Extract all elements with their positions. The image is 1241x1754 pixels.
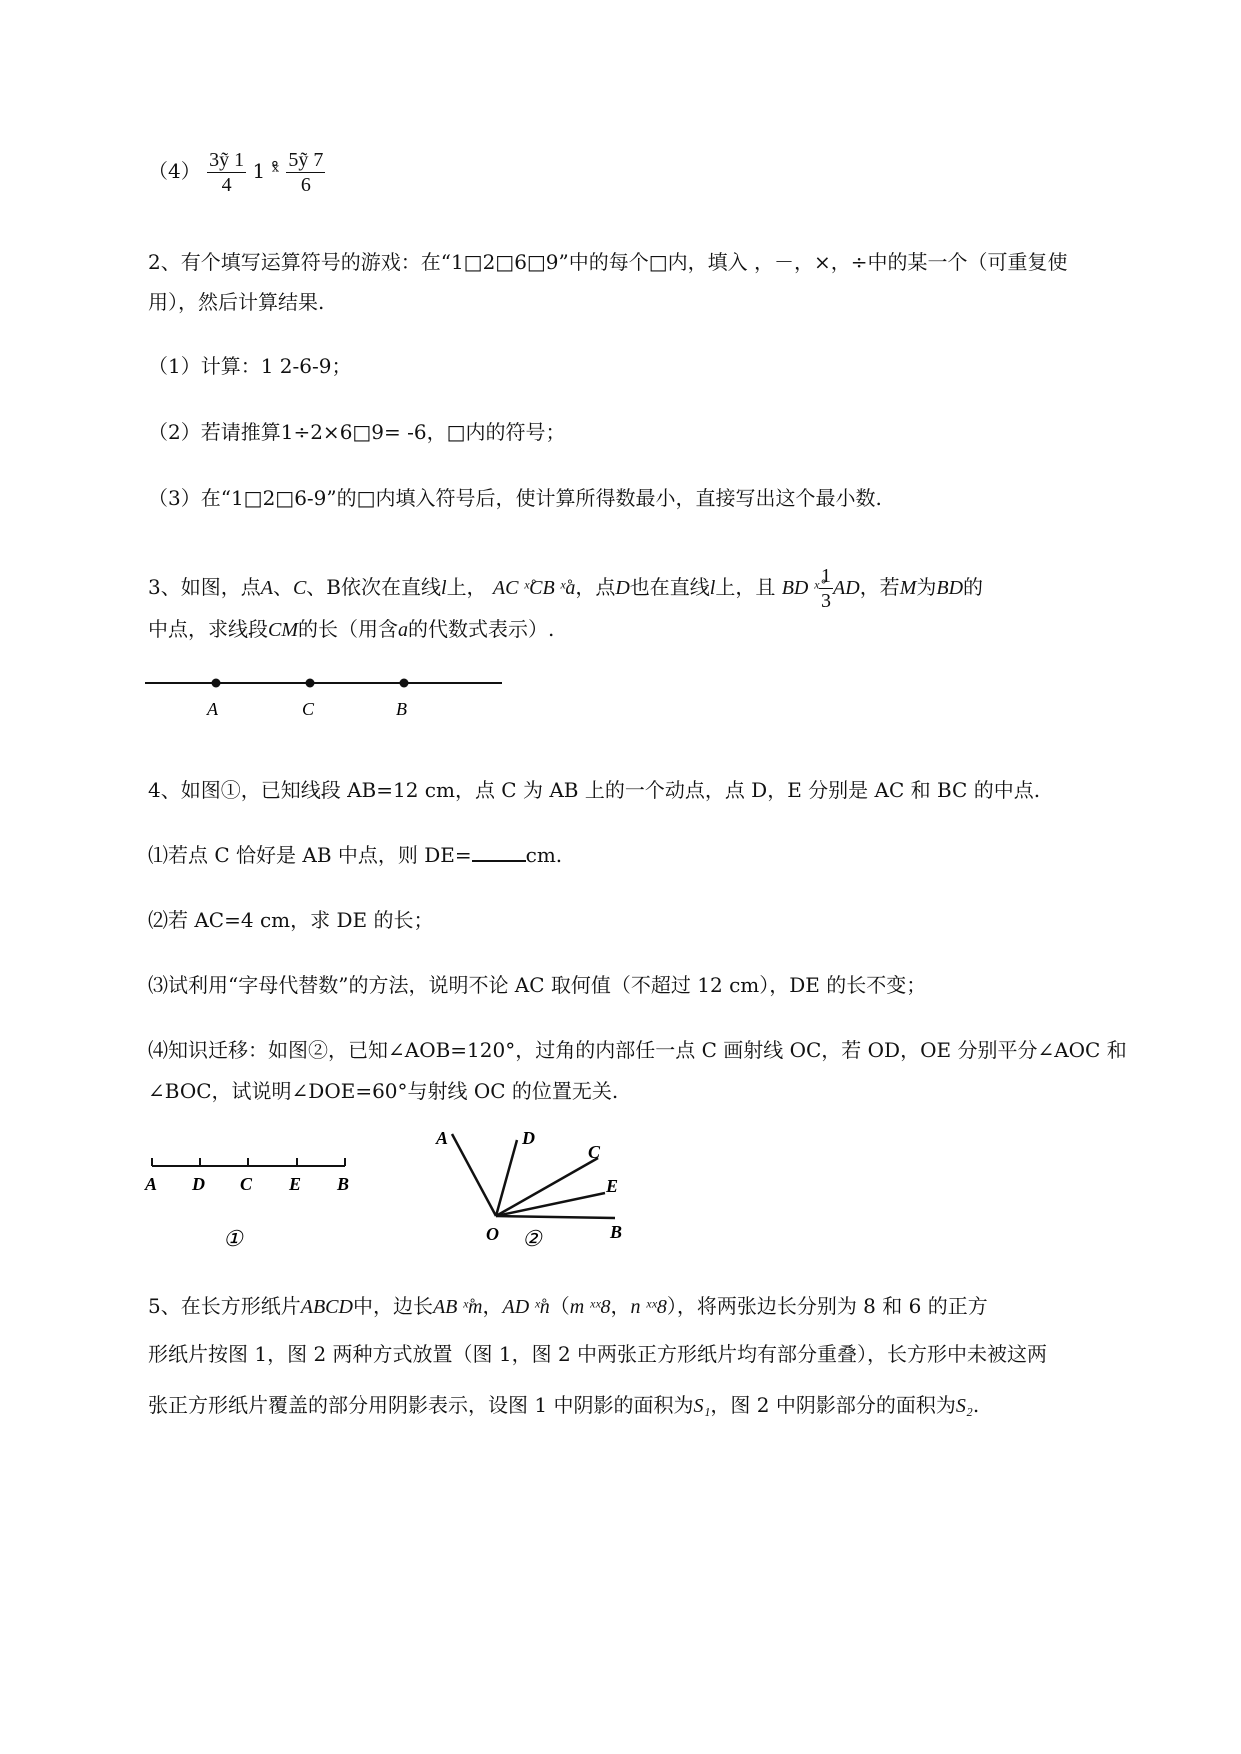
q3-text: 3、如图，点 bbox=[148, 575, 261, 599]
q3-text: ，若 bbox=[859, 575, 900, 599]
q5-text: ， bbox=[610, 1294, 631, 1318]
q2-part1: （1）计算：1 2-6-9； bbox=[148, 354, 352, 378]
q5-text: 5、在长方形纸片 bbox=[148, 1294, 301, 1318]
point-m: M bbox=[899, 577, 917, 599]
q5-text: ，图 2 中阴影部分的面积为 bbox=[710, 1393, 956, 1417]
segment-bd: BD bbox=[936, 577, 964, 599]
q3-text: 的长（用含 bbox=[298, 617, 398, 641]
q2-part2: （2）若请推算1÷2×6□9= -6，□内的符号； bbox=[148, 420, 566, 444]
fraction-2-numerator: 5ỹ 7 bbox=[288, 149, 324, 171]
area-s1: S₁ bbox=[693, 1395, 711, 1417]
fraction-1 bbox=[207, 148, 246, 197]
point-b-dot bbox=[400, 679, 409, 688]
segment-bd: BD ˣ̊ bbox=[781, 577, 820, 599]
q5-text: ， bbox=[482, 1294, 503, 1318]
q2-line2: 用），然后计算结果. bbox=[148, 290, 325, 314]
label-o: O bbox=[486, 1224, 499, 1244]
q4-part1-unit: cm. bbox=[525, 843, 563, 867]
q3-text: 上， bbox=[446, 575, 487, 599]
q1-part4-label: （4） bbox=[148, 159, 201, 183]
label-a: A bbox=[436, 1128, 449, 1148]
q3-text: 的 bbox=[963, 575, 984, 599]
q3-text: ，点 bbox=[575, 575, 616, 599]
q3-text: 为 bbox=[916, 575, 937, 599]
variable-a: a bbox=[398, 619, 408, 641]
q3-text: 、 bbox=[272, 575, 293, 599]
fraction-1-numerator: 3ỹ 1 bbox=[209, 149, 245, 171]
q3-line1 bbox=[148, 564, 983, 613]
q4-part4-line2: ∠BOC，试说明∠DOE=60°与射线 OC 的位置无关. bbox=[148, 1079, 619, 1103]
q1-part4-middle: 1 ˣ̊ bbox=[252, 159, 281, 183]
label-e: E bbox=[289, 1174, 302, 1194]
line-l: l bbox=[441, 577, 447, 599]
side-ad: AD ˣ̊n bbox=[502, 1296, 550, 1318]
q1-part4 bbox=[148, 148, 325, 197]
q3-text: 中点，求线段 bbox=[148, 617, 268, 641]
q5-text: 张正方形纸片覆盖的部分用阴影表示，设图 1 中阴影的面积为 bbox=[148, 1393, 694, 1417]
label-e: E bbox=[606, 1176, 619, 1196]
label-d: D bbox=[522, 1128, 535, 1148]
rectangle-abcd: ABCD bbox=[300, 1296, 353, 1318]
label-d: D bbox=[192, 1174, 205, 1194]
line-l: l bbox=[709, 577, 716, 599]
q5-line1 bbox=[148, 1292, 988, 1321]
q2-part3: （3）在“1□2□6-9”的□内填入符号后，使计算所得数最小，直接写出这个最小数. bbox=[148, 486, 882, 510]
segment-cm: CM bbox=[268, 619, 298, 641]
point-a: A bbox=[260, 577, 273, 599]
side-ab: AB ˣ̊m bbox=[432, 1296, 483, 1318]
area-s2: S₂ bbox=[955, 1395, 973, 1417]
q3-text: 上，且 bbox=[715, 575, 776, 599]
condition-m: m ˣˣ8 bbox=[569, 1296, 611, 1318]
q3-text: 、B依次在直线 bbox=[306, 575, 441, 599]
q5-text: 中，边长 bbox=[352, 1294, 433, 1318]
q4-part4-line1: ⑷知识迁移：如图②，已知∠AOB=120°，过角的内部任一点 C 画射线 OC，若 OD，OE 分别平分∠AOC 和 bbox=[148, 1038, 1127, 1062]
q4-part2: ⑵若 AC=4 cm，求 DE 的长； bbox=[148, 908, 434, 932]
point-d: D bbox=[615, 577, 630, 599]
label-a: A bbox=[145, 1174, 158, 1194]
q3-figure bbox=[140, 668, 520, 728]
label-c: C bbox=[302, 699, 315, 719]
q3-equation: AC ˣ̊CB ˣ̊a bbox=[492, 577, 576, 599]
label-c: C bbox=[240, 1174, 253, 1194]
label-a: A bbox=[207, 699, 218, 719]
q5-line2: 形纸片按图 1，图 2 两种方式放置（图 1，图 2 中两张正方形纸片均有部分重叠），长方形中未被这两 bbox=[148, 1342, 1048, 1366]
point-c-dot bbox=[306, 679, 315, 688]
q3-text: 的代数式表示）. bbox=[408, 617, 555, 641]
label-b: B bbox=[337, 1174, 350, 1194]
answer-blank bbox=[472, 842, 526, 862]
q5-text: （ bbox=[549, 1294, 570, 1318]
fraction-2 bbox=[286, 148, 325, 197]
figure-2-caption: ② bbox=[522, 1226, 542, 1251]
fraction-1-denominator: 4 bbox=[221, 174, 232, 196]
fraction-one-third bbox=[819, 564, 833, 613]
fraction-denominator: 3 bbox=[821, 590, 832, 612]
condition-n: n ˣˣ8 bbox=[630, 1296, 667, 1318]
q3-text: 也在直线 bbox=[629, 575, 710, 599]
q5-text: . bbox=[972, 1393, 980, 1417]
q4-part3: ⑶试利用“字母代替数”的方法，说明不论 AC 取何值（不超过 12 cm），DE 的长不变； bbox=[148, 973, 927, 997]
fraction-numerator: 1 bbox=[821, 565, 832, 587]
q2-line1: 2、有个填写运算符号的游戏：在“1□2□6□9”中的每个□内，填入 ，－，×，÷中的某一个（可重复使 bbox=[148, 250, 1068, 274]
q4-part1 bbox=[148, 841, 562, 869]
point-a-dot bbox=[212, 679, 221, 688]
segment-ad: AD bbox=[833, 577, 860, 599]
q3-line2 bbox=[148, 615, 554, 644]
q4-part1-text: ⑴若点 C 恰好是 AB 中点，则 DE= bbox=[148, 843, 472, 867]
q4-figure-1 bbox=[140, 1150, 350, 1270]
q4-line1: 4、如图①，已知线段 AB=12 cm，点 C 为 AB 上的一个动点，点 D，E 分别是 AC 和 BC 的中点. bbox=[148, 778, 1041, 802]
label-c: C bbox=[588, 1142, 601, 1162]
label-b: B bbox=[610, 1222, 623, 1242]
q4-figure-2 bbox=[430, 1120, 660, 1270]
label-b: B bbox=[396, 699, 407, 719]
point-c: C bbox=[292, 577, 307, 599]
fraction-2-denominator: 6 bbox=[300, 174, 311, 196]
q5-line3 bbox=[148, 1391, 979, 1420]
figure-1-caption: ① bbox=[223, 1226, 243, 1251]
q5-text: ），将两张边长分别为 8 和 6 的正方 bbox=[666, 1294, 988, 1318]
